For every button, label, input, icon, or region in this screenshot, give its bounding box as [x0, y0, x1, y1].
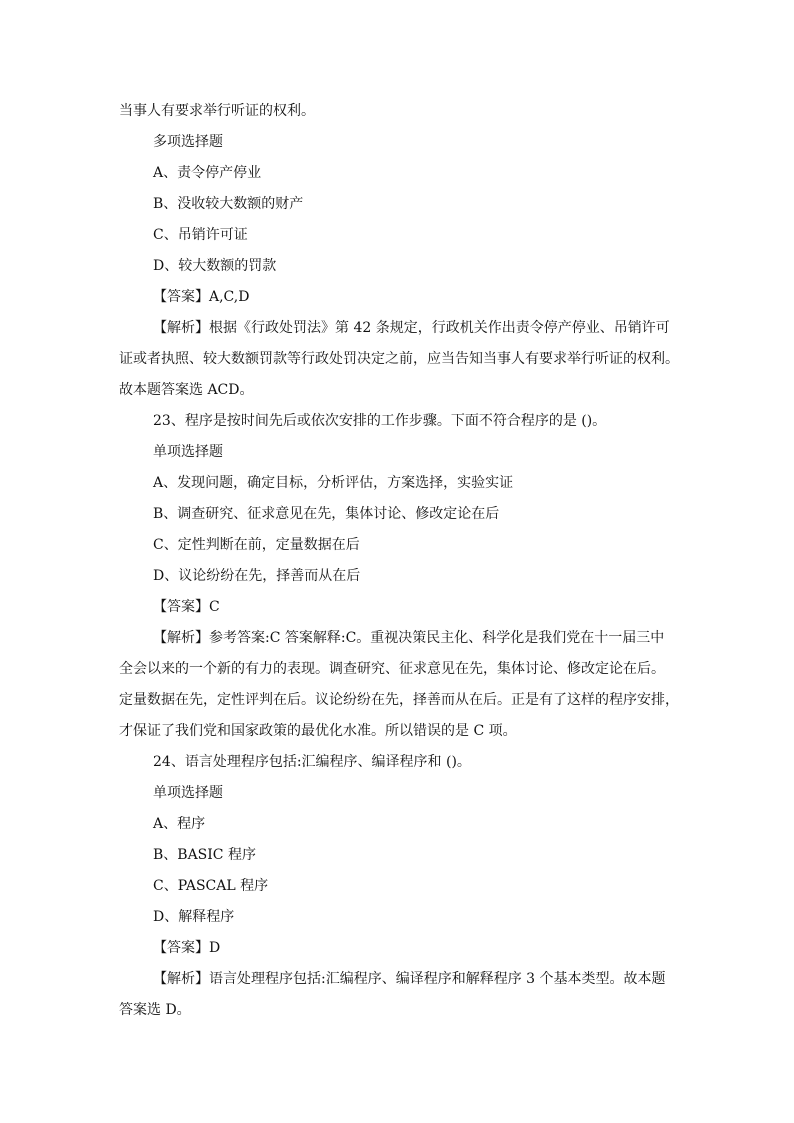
option-b: B、调查研究、征求意见在先，集体讨论、修改定论在后: [153, 506, 500, 522]
option-a: A、发现问题，确定目标，分析评估，方案选择，实验实证: [153, 475, 514, 491]
option-b: B、没收较大数额的财产: [153, 196, 304, 212]
answer: 【答案】C: [153, 599, 220, 615]
question-type: 多项选择题: [153, 134, 223, 150]
option-c: C、吊销许可证: [153, 227, 248, 243]
option-b: B、BASIC 程序: [153, 847, 256, 863]
text-line: 当事人有要求举行听证的权利。: [119, 103, 315, 119]
question-24: 24、语言处理程序包括:汇编程序、编译程序和 ()。: [153, 754, 471, 770]
answer: 【答案】D: [153, 940, 221, 956]
explanation-continued: 全会以来的一个新的有力的表现。调查研究、征求意见在先，集体讨论、修改定论在后。: [119, 661, 665, 677]
explanation: 【解析】根据《行政处罚法》第 42 条规定，行政机关作出责令停产停业、吊销许可: [153, 320, 670, 336]
option-c: C、PASCAL 程序: [153, 878, 269, 894]
option-a: A、程序: [153, 816, 206, 832]
document-body: [119, 96, 679, 1026]
question-23: 23、程序是按时间先后或依次安排的工作步骤。下面不符合程序的是 ()。: [153, 413, 607, 429]
question-type: 单项选择题: [153, 785, 223, 801]
option-a: A、责令停产停业: [153, 165, 262, 181]
explanation: 【解析】参考答案:C 答案解释:C。重视决策民主化、科学化是我们党在十一届三中: [153, 630, 665, 646]
explanation-continued: 故本题答案选 ACD。: [119, 382, 254, 398]
question-type: 单项选择题: [153, 444, 223, 460]
explanation-continued: 证或者执照、较大数额罚款等行政处罚决定之前，应当告知当事人有要求举行听证的权利。: [119, 351, 679, 367]
explanation-continued: 答案选 D。: [119, 1002, 191, 1018]
option-c: C、定性判断在前，定量数据在后: [153, 537, 360, 553]
explanation-continued: 定量数据在先，定性评判在后。议论纷纷在先，择善而从在后。正是有了这样的程序安排，: [119, 692, 679, 708]
option-d: D、议论纷纷在先，择善而从在后: [153, 568, 361, 584]
option-d: D、较大数额的罚款: [153, 258, 277, 274]
explanation-continued: 才保证了我们党和国家政策的最优化水准。所以错误的是 C 项。: [119, 723, 517, 739]
answer: 【答案】A,C,D: [153, 289, 250, 305]
option-d: D、解释程序: [153, 909, 235, 925]
explanation: 【解析】语言处理程序包括:汇编程序、编译程序和解释程序 3 个基本类型。故本题: [153, 971, 666, 987]
